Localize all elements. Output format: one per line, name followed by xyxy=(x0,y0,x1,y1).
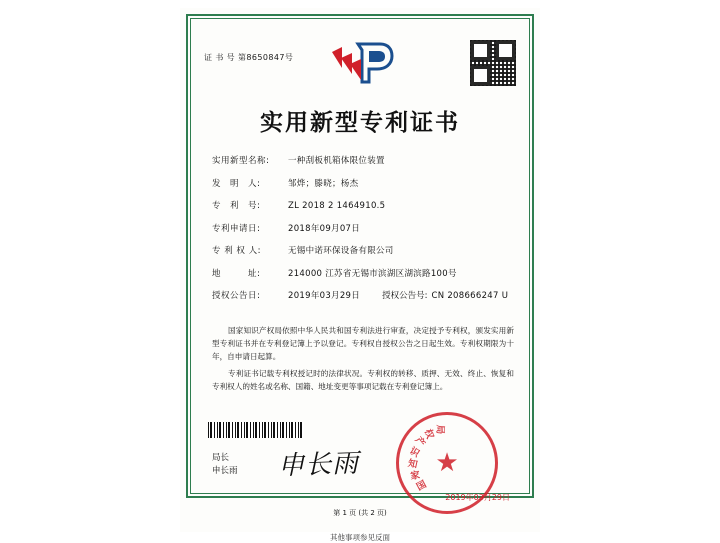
director-title xyxy=(212,452,238,478)
right-margin xyxy=(540,0,720,540)
grant-number-value: CN 208666247 U xyxy=(431,291,509,301)
field-label: 地 址: xyxy=(212,268,261,279)
field-label: 发 明 人: xyxy=(212,178,261,189)
cnipa-logo-icon xyxy=(328,38,398,88)
barcode-icon xyxy=(208,422,304,438)
grant-date-value: 2019年03月29日 xyxy=(288,291,361,301)
field-label: 专利申请日: xyxy=(212,223,261,234)
star-icon: ★ xyxy=(435,448,459,478)
qr-code-icon xyxy=(470,40,516,86)
director-title-line1: 局长 xyxy=(212,453,230,463)
certificate-fields xyxy=(212,154,512,312)
paragraph: 专利证书记载专利权授记时的法律状况。专利权的转移、质押、无效、终止、恢复和专利权人的姓名或名称、国籍、地址变更等事项记载在专利登记簿上。 xyxy=(212,369,514,391)
seal-arc-text: 国 家 知 识 产 权 局 xyxy=(406,424,446,494)
grant-number-label: 授权公告号: xyxy=(382,291,428,301)
left-margin xyxy=(0,0,180,540)
director-title-line2: 申长雨 xyxy=(212,466,238,476)
body-text xyxy=(212,324,514,397)
field-row xyxy=(212,244,512,256)
field-label: 专 利 号: xyxy=(212,201,261,211)
field-row xyxy=(212,154,512,166)
field-value: 214000 江苏省无锡市滨湖区湖滨路100号 xyxy=(288,268,457,279)
field-row xyxy=(212,222,512,234)
seal-date: 2019年03月29日 xyxy=(445,493,510,502)
outside-footer: 其他事项参见反面 xyxy=(330,533,390,542)
field-row xyxy=(212,199,512,211)
page-footer: 第 1 页 (共 2 页) xyxy=(333,509,387,517)
field-value: 一种刮板机箱体限位装置 xyxy=(288,156,385,166)
field-row xyxy=(212,267,512,279)
field-value: 2018年09月07日 xyxy=(288,223,361,234)
grant-date-label: 授权公告日: xyxy=(212,291,261,301)
field-row xyxy=(212,177,512,189)
field-value: 无锡中诺环保设备有限公司 xyxy=(288,246,394,256)
field-label: 专 利 权 人: xyxy=(212,246,261,256)
patent-certificate xyxy=(180,8,540,542)
page-title: 实用新型专利证书 xyxy=(260,110,460,136)
field-label: 实用新型名称: xyxy=(212,156,270,166)
certificate-number: 证 书 号 第8650847号 xyxy=(204,53,294,62)
paragraph: 国家知识产权局依照中华人民共和国专利法进行审查，决定授予专利权，颁发实用新型专利证书并在专利登记簿上予以登记。专利权自授权公告之日起生效。专利权期限为十年，自申请日起算。 xyxy=(212,326,514,361)
director-signature: 申长雨 xyxy=(277,448,360,482)
grant-row xyxy=(212,289,512,301)
field-value: ZL 2018 2 1464910.5 xyxy=(288,201,386,211)
field-value: 邹烨；滕晓；杨杰 xyxy=(288,178,359,189)
